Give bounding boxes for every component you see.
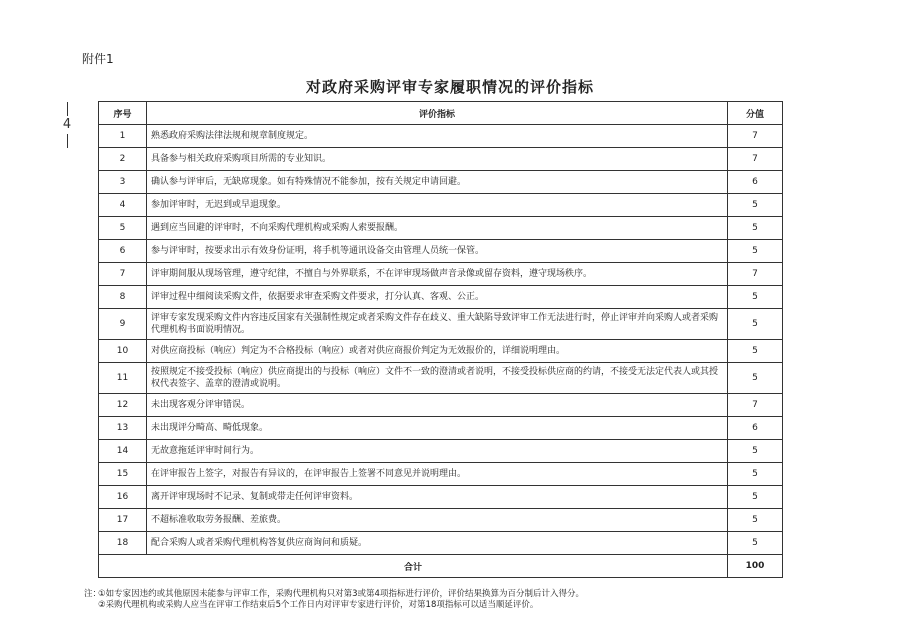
notes xyxy=(84,589,788,611)
table-row xyxy=(99,240,783,263)
row-indicator: 评审专家发现采购文件内容违反国家有关强制性规定或者采购文件存在歧义、重大缺陷导致评审工作无法进行时，停止评审并向采购人或者采购代理机构书面说明情况。 xyxy=(147,309,728,340)
row-score: 5 xyxy=(728,486,783,509)
row-number: 13 xyxy=(99,417,147,440)
table-total-row xyxy=(99,555,783,578)
row-indicator: 按照规定不接受投标（响应）供应商提出的与投标（响应）文件不一致的澄清或者说明，不接受投标供应商的约请，不接受无法定代表人或其授权代表签字、盖章的澄清或说明。 xyxy=(147,363,728,394)
header-score: 分值 xyxy=(728,102,783,125)
row-score: 5 xyxy=(728,440,783,463)
row-score: 7 xyxy=(728,394,783,417)
row-score: 6 xyxy=(728,417,783,440)
row-score: 5 xyxy=(728,240,783,263)
row-indicator: 未出现客观分评审错误。 xyxy=(147,394,728,417)
row-indicator: 评审过程中细阅读采购文件，依据要求审查采购文件要求，打分认真、客观、公正。 xyxy=(147,286,728,309)
attachment-label: 附件1 xyxy=(82,52,114,66)
row-number: 5 xyxy=(99,217,147,240)
row-indicator: 熟悉政府采购法律法规和规章制度规定。 xyxy=(147,125,728,148)
row-number: 7 xyxy=(99,263,147,286)
row-indicator: 遇到应当回避的评审时，不向采购代理机构或采购人索要报酬。 xyxy=(147,217,728,240)
row-score: 7 xyxy=(728,263,783,286)
row-indicator: 未出现评分畸高、畸低现象。 xyxy=(147,417,728,440)
note-line-2: ②采购代理机构或采购人应当在评审工作结束后5个工作日内对评审专家进行评价，对第18项指标可以适当顺延评价。 xyxy=(98,600,539,610)
row-indicator: 参加评审时，无迟到或早退现象。 xyxy=(147,194,728,217)
row-score: 5 xyxy=(728,532,783,555)
page-number-dash-bottom xyxy=(67,134,68,148)
notes-label: 注： xyxy=(84,589,102,599)
table-row xyxy=(99,363,783,394)
row-score: 5 xyxy=(728,286,783,309)
table-row xyxy=(99,417,783,440)
row-indicator: 配合采购人或者采购代理机构答复供应商询问和质疑。 xyxy=(147,532,728,555)
table-row xyxy=(99,148,783,171)
row-indicator: 离开评审现场时不记录、复制或带走任何评审资料。 xyxy=(147,486,728,509)
row-number: 16 xyxy=(99,486,147,509)
table-row xyxy=(99,394,783,417)
row-score: 5 xyxy=(728,363,783,394)
table-row xyxy=(99,194,783,217)
row-number: 6 xyxy=(99,240,147,263)
row-number: 8 xyxy=(99,286,147,309)
total-score: 100 xyxy=(728,555,783,578)
row-number: 10 xyxy=(99,340,147,363)
page-number-text: 4 xyxy=(62,117,72,132)
row-number: 12 xyxy=(99,394,147,417)
row-score: 5 xyxy=(728,340,783,363)
row-score: 6 xyxy=(728,171,783,194)
row-score: 5 xyxy=(728,217,783,240)
note-line-1: ①如专家因违约或其他原因未能参与评审工作，采购代理机构只对第3或第4项指标进行评价，评价结果换算为百分制后计入得分。 xyxy=(98,589,584,599)
row-indicator: 无故意拖延评审时间行为。 xyxy=(147,440,728,463)
row-number: 15 xyxy=(99,463,147,486)
evaluation-table xyxy=(98,101,783,578)
header-no: 序号 xyxy=(99,102,147,125)
table-row xyxy=(99,286,783,309)
row-indicator: 不超标准收取劳务报酬、差旅费。 xyxy=(147,509,728,532)
table-header-row xyxy=(99,102,783,125)
total-label: 合计 xyxy=(99,555,728,578)
row-number: 17 xyxy=(99,509,147,532)
row-score: 7 xyxy=(728,125,783,148)
row-number: 11 xyxy=(99,363,147,394)
table-row xyxy=(99,125,783,148)
row-score: 5 xyxy=(728,463,783,486)
row-score: 5 xyxy=(728,509,783,532)
table-row xyxy=(99,217,783,240)
row-score: 5 xyxy=(728,309,783,340)
row-number: 9 xyxy=(99,309,147,340)
row-number: 2 xyxy=(99,148,147,171)
row-score: 5 xyxy=(728,194,783,217)
row-score: 7 xyxy=(728,148,783,171)
table-row xyxy=(99,263,783,286)
row-indicator: 参与评审时，按要求出示有效身份证明，将手机等通讯设备交由管理人员统一保管。 xyxy=(147,240,728,263)
row-indicator: 具备参与相关政府采购项目所需的专业知识。 xyxy=(147,148,728,171)
table-row xyxy=(99,463,783,486)
row-number: 18 xyxy=(99,532,147,555)
row-indicator: 在评审报告上签字，对报告有异议的，在评审报告上签署不同意见并说明理由。 xyxy=(147,463,728,486)
table-row xyxy=(99,309,783,340)
row-indicator: 评审期间服从现场管理，遵守纪律，不擅自与外界联系，不在评审现场做声音录像或留存资料，遵守现场秩序。 xyxy=(147,263,728,286)
table-row xyxy=(99,532,783,555)
table-row xyxy=(99,509,783,532)
table-row xyxy=(99,171,783,194)
row-number: 3 xyxy=(99,171,147,194)
table-row xyxy=(99,486,783,509)
row-indicator: 对供应商投标（响应）判定为不合格投标（响应）或者对供应商报价判定为无效报价的，详细说明理由。 xyxy=(147,340,728,363)
table-row xyxy=(99,440,783,463)
row-number: 14 xyxy=(99,440,147,463)
row-number: 1 xyxy=(99,125,147,148)
page-title: 对政府采购评审专家履职情况的评价指标 xyxy=(305,78,594,96)
page-number xyxy=(58,100,76,150)
page-number-dash-top xyxy=(67,102,68,116)
header-indicator: 评价指标 xyxy=(147,102,728,125)
row-number: 4 xyxy=(99,194,147,217)
table-row xyxy=(99,340,783,363)
row-indicator: 确认参与评审后，无缺席现象。如有特殊情况不能参加，按有关规定申请回避。 xyxy=(147,171,728,194)
